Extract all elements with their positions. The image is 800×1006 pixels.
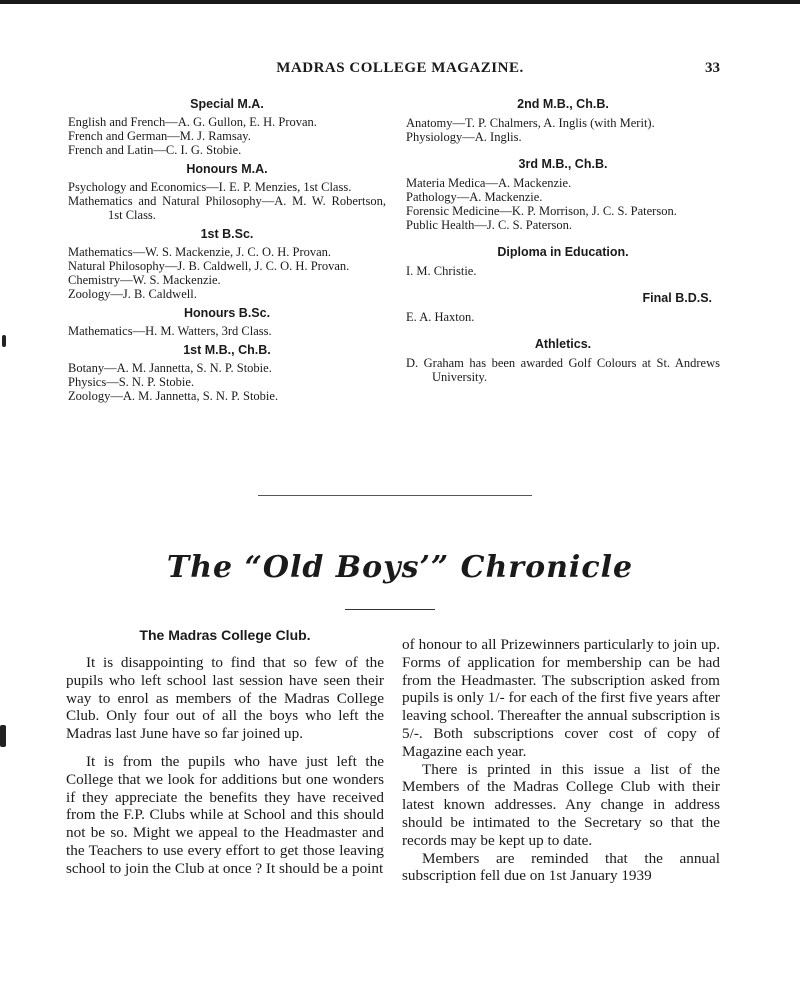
section-divider bbox=[258, 495, 532, 496]
running-header: MADRAS COLLEGE MAGAZINE. bbox=[276, 60, 524, 76]
section-heading: Special M.A. bbox=[190, 97, 264, 111]
section-heading: Honours B.Sc. bbox=[183, 306, 271, 320]
results-section bbox=[406, 244, 720, 278]
result-entry: Chemistry—W. S. Mackenzie. bbox=[68, 273, 221, 287]
result-entry: French and Latin—C. I. G. Stobie. bbox=[68, 143, 242, 157]
result-entry: Zoology—J. B. Caldwell. bbox=[68, 287, 197, 301]
results-section bbox=[68, 226, 386, 301]
results-section bbox=[406, 96, 720, 144]
results-section bbox=[68, 96, 386, 157]
result-entry: E. A. Haxton. bbox=[406, 310, 475, 324]
results-section bbox=[68, 305, 386, 338]
result-entry: Materia Medica—A. Mackenzie. bbox=[406, 176, 572, 190]
section-heading: Athletics. bbox=[534, 337, 592, 351]
results-section bbox=[406, 156, 720, 232]
result-entry: Pathology—A. Mackenzie. bbox=[406, 190, 543, 204]
result-entry: Mathematics and Natural Philosophy—A. M. W. Robertson, 1st Class. bbox=[68, 194, 386, 222]
result-entry: Psychology and Economics—I. E. P. Menzies, 1st Class. bbox=[68, 180, 352, 194]
results-section bbox=[406, 336, 720, 384]
chronicle-title: The “Old Boys’” Chronicle bbox=[166, 550, 634, 585]
result-entry: Forensic Medicine—K. P. Morrison, J. C. S. Paterson. bbox=[406, 204, 677, 218]
margin-mark bbox=[2, 335, 6, 347]
results-section bbox=[68, 161, 386, 222]
results-section bbox=[68, 342, 386, 403]
article-paragraph: It is from the pupils who have just left the College that we look for additions but one wonders if they appreciate the benefits they have received from the F.P. Clubs while at School and this should not be so. Might we appeal to the Headmaster and the Teachers to use every effort to get those leaving school to join the Club at once ? It should be a point bbox=[66, 752, 384, 877]
result-entry: Mathematics—W. S. Mackenzie, J. C. O. H. Provan. bbox=[68, 245, 332, 259]
results-section bbox=[406, 290, 720, 324]
club-article-right-column bbox=[402, 636, 720, 885]
results-right-column bbox=[406, 96, 720, 396]
result-entry: Public Health—J. C. S. Paterson. bbox=[406, 218, 572, 232]
title-underline bbox=[345, 609, 435, 610]
article-paragraph: Members are reminded that the annual subscription fell due on 1st January 1939 bbox=[402, 849, 720, 885]
result-entry: Zoology—A. M. Jannetta, S. N. P. Stobie. bbox=[68, 389, 279, 403]
result-entry: Physics—S. N. P. Stobie. bbox=[68, 375, 195, 389]
article-paragraph: There is printed in this issue a list of the Members of the Madras College Club with their latest known addresses. Any change in address should be intimated to the Secretary so that the records may be kept up to date. bbox=[402, 760, 720, 849]
club-article-left-column bbox=[66, 626, 384, 888]
result-entry: Physiology—A. Inglis. bbox=[406, 130, 522, 144]
margin-mark bbox=[0, 725, 6, 747]
section-heading: 1st M.B., Ch.B. bbox=[183, 343, 271, 357]
result-entry: Mathematics—H. M. Watters, 3rd Class. bbox=[68, 324, 272, 338]
result-entry: Natural Philosophy—J. B. Caldwell, J. C. O. H. Provan. bbox=[68, 259, 350, 273]
page-number: 33 bbox=[705, 60, 720, 76]
article-paragraph: of honour to all Prizewinners particularly to join up. Forms of application for membership can be had from the Headmaster. The subscription asked from pupils is only 1/- for each of the first five years after leaving school. Thereafter the annual subscription is 5/-. Both subscriptions cover cost of copy of Magazine each year. bbox=[402, 636, 720, 760]
result-entry: English and French—A. G. Gullon, E. H. Provan. bbox=[68, 115, 317, 129]
article-paragraph: It is disappointing to find that so few of the pupils who left school last session have seen their way to enrol as members of the Madras College Club. Only four out of all the boys who left the Madras last June have so far joined up. bbox=[66, 654, 384, 743]
section-heading: Honours M.A. bbox=[186, 162, 268, 176]
result-entry: French and German—M. J. Ramsay. bbox=[68, 129, 251, 143]
article-title: The Madras College Club. bbox=[139, 627, 311, 643]
result-entry: Botany—A. M. Jannetta, S. N. P. Stobie. bbox=[68, 361, 272, 375]
results-left-column bbox=[68, 96, 386, 407]
section-heading: 3rd M.B., Ch.B. bbox=[518, 157, 608, 171]
top-edge-bar bbox=[0, 0, 800, 4]
result-entry: Anatomy—T. P. Chalmers, A. Inglis (with Merit). bbox=[406, 116, 655, 130]
section-heading: 2nd M.B., Ch.B. bbox=[517, 97, 609, 111]
section-heading: Diploma in Education. bbox=[497, 245, 629, 259]
section-heading: Final B.D.S. bbox=[642, 291, 712, 305]
result-entry: D. Graham has been awarded Golf Colours at St. Andrews University. bbox=[406, 356, 720, 384]
result-entry: I. M. Christie. bbox=[406, 264, 477, 278]
section-heading: 1st B.Sc. bbox=[200, 227, 254, 241]
